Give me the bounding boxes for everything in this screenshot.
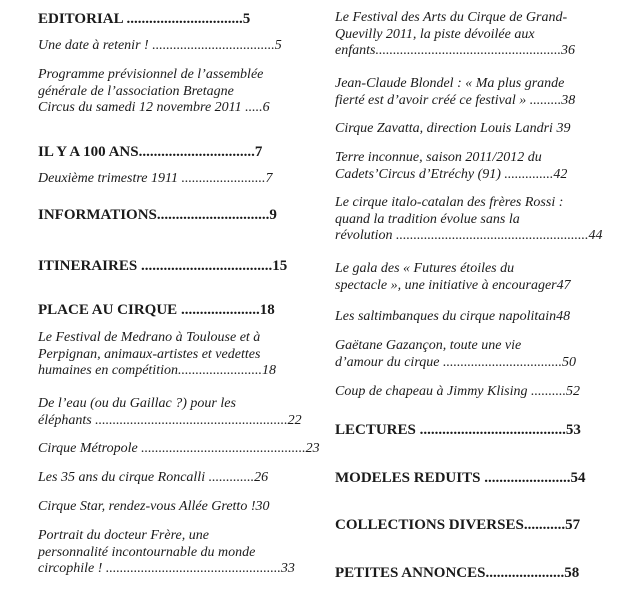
section-title: LECTURES	[335, 422, 420, 438]
entry-title-line: Le cirque italo-catalan des frères Rossi :	[335, 195, 564, 210]
section-title: COLLECTIONS DIVERSES	[335, 517, 524, 533]
entry-title-line: enfants	[335, 43, 376, 58]
toc-entry[interactable]	[38, 171, 314, 188]
leader-dots: ..............................	[156, 207, 270, 223]
page-number: 26	[254, 470, 269, 485]
toc-entry[interactable]	[38, 330, 314, 380]
entry-title-line: révolution	[335, 228, 397, 243]
leader-dots: ..............	[504, 166, 554, 182]
entry-title-line: spectacle », une initiative à encourager	[335, 277, 557, 293]
page-number: 5	[242, 11, 251, 27]
entry-title-line: Quevilly 2011, la piste dévoilée aux	[335, 26, 535, 42]
entry-title-line: personnalité incontournable du monde	[38, 544, 256, 560]
section-title: PETITES ANNONCES	[335, 565, 486, 581]
page-number: 15	[272, 258, 288, 274]
section-title: INFORMATIONS	[38, 207, 157, 223]
leader-dots: ........................	[181, 171, 266, 186]
toc-entry[interactable]	[38, 528, 314, 578]
toc-entry[interactable]	[38, 396, 314, 429]
toc-section-itineraires[interactable]	[38, 257, 314, 275]
page-number: 9	[269, 207, 277, 223]
page-number: 30	[255, 499, 270, 514]
entry-title-line: Programme prévisionnel de l’assemblée	[38, 67, 264, 82]
page-number: 18	[261, 363, 276, 378]
leader-dots: .....	[245, 100, 263, 115]
leader-dots: .......................................................	[396, 228, 589, 243]
leader-dots: ...........	[523, 517, 566, 533]
leader-dots: .............	[208, 470, 255, 485]
leader-dots: ...............................................	[141, 441, 306, 456]
toc-entry[interactable]	[38, 470, 314, 487]
entry-title-line: générale de l’association Bretagne	[38, 83, 234, 99]
section-title: MODELES REDUITS	[335, 470, 485, 486]
page-number: 38	[561, 92, 576, 108]
entry-title-line: humaines en compétition	[38, 363, 178, 378]
entry-title: Les 35 ans du cirque Roncalli	[38, 470, 209, 485]
section-title: EDITORIAL	[38, 11, 127, 27]
section-title: PLACE AU CIRQUE	[38, 302, 181, 318]
page-number: 42	[553, 166, 568, 182]
page-number: 18	[259, 302, 275, 318]
entry-title: Cirque Métropole	[38, 441, 142, 456]
toc-section-editorial[interactable]	[38, 10, 314, 28]
page-number: 58	[564, 565, 580, 581]
leader-dots: ...............................	[126, 11, 243, 27]
toc-entry[interactable]	[335, 76, 611, 109]
page-number: 50	[561, 354, 576, 370]
section-title: ITINERAIRES	[38, 258, 141, 274]
toc-entry[interactable]	[335, 338, 611, 371]
page-number: 7	[265, 171, 273, 186]
toc-section-informations[interactable]	[38, 206, 314, 224]
page-number: 23	[305, 441, 320, 456]
entry-title-line: Terre inconnue, saison 2011/2012 du	[335, 150, 542, 165]
entry-title-line: Jean-Claude Blondel : « Ma plus grande	[335, 76, 565, 91]
entry-title-line: De l’eau (ou du Gaillac ?) pour les	[38, 396, 236, 411]
toc-section-il-y-a-100-ans[interactable]	[38, 143, 314, 161]
section-title: IL Y A 100 ANS	[38, 144, 139, 160]
toc-entry[interactable]	[335, 121, 611, 138]
leader-dots: .........	[529, 92, 562, 108]
page-number: 7	[254, 144, 263, 160]
leader-dots: ..........	[530, 384, 566, 399]
entry-title-line: Le Festival des Arts du Cirque de Grand-	[335, 10, 568, 25]
leader-dots: ...................................	[140, 258, 273, 274]
entry-title-line: Perpignan, animaux-artistes et vedettes	[38, 346, 261, 362]
entry-title-line: éléphants	[38, 412, 96, 428]
entry-title: Les saltimbanques du cirque napolitain	[335, 309, 557, 324]
page-number: 36	[560, 43, 575, 58]
toc-entry[interactable]	[38, 67, 314, 117]
entry-title-line: fierté est d’avoir créé ce festival »	[335, 92, 530, 108]
entry-title: Cirque Zavatta, direction Louis Landri	[335, 121, 557, 136]
toc-entry[interactable]	[38, 441, 320, 458]
page-number: 57	[565, 517, 581, 533]
entry-title-line: Le Festival de Medrano à Toulouse et à	[38, 330, 261, 345]
toc-section-modeles-reduits[interactable]	[335, 469, 611, 487]
leader-dots: .......................................	[419, 422, 566, 438]
toc-entry[interactable]	[335, 309, 611, 326]
page-number: 47	[556, 277, 571, 293]
page-number: 6	[262, 100, 270, 115]
leader-dots: ..................................	[442, 354, 562, 370]
page-number: 54	[570, 470, 586, 486]
leader-dots: .......................	[484, 470, 571, 486]
page-number: 44	[588, 228, 603, 243]
entry-title-line: Gaëtane Gazançon, toute une vie	[335, 338, 522, 353]
leader-dots: ..................................................	[105, 561, 281, 576]
toc-section-petites-annonces[interactable]	[335, 564, 611, 582]
entry-title: Cirque Star, rendez-vous Allée Gretto !	[38, 499, 256, 514]
toc-entry[interactable]	[38, 38, 314, 55]
toc-entry[interactable]	[335, 261, 611, 294]
entry-title-line: Le gala des « Futures étoiles du	[335, 261, 515, 276]
toc-entry[interactable]	[335, 150, 611, 183]
toc-entry[interactable]	[335, 195, 611, 245]
page-number: 52	[565, 384, 580, 399]
entry-title-line: Circus du samedi 12 novembre 2011	[38, 100, 246, 115]
leader-dots: .....................................................	[375, 43, 561, 58]
leader-dots: ........................	[177, 363, 262, 378]
page-number: 5	[274, 38, 282, 53]
toc-section-place-au-cirque[interactable]	[38, 301, 314, 319]
toc-entry[interactable]	[335, 384, 611, 401]
leader-dots: ...............................	[138, 144, 255, 160]
entry-title-line: quand la tradition évolue sans la	[335, 211, 520, 227]
entry-title-line: circophile !	[38, 561, 106, 576]
leader-dots: .....................	[180, 302, 260, 318]
toc-section-lectures[interactable]	[335, 421, 611, 439]
entry-title: Coup de chapeau à Jimmy Klising	[335, 384, 531, 399]
leader-dots: .......................................................	[95, 412, 288, 428]
leader-dots: ...................................	[152, 38, 275, 53]
toc-section-collections-diverses[interactable]	[335, 516, 611, 534]
page-number: 39	[556, 121, 571, 136]
page-number: 22	[287, 412, 302, 428]
page-number: 33	[280, 561, 295, 576]
entry-title-line: Cadets’Circus d’Etréchy (91)	[335, 166, 505, 182]
entry-title-line: d’amour du cirque	[335, 354, 443, 370]
page-number: 53	[565, 422, 581, 438]
entry-title: Une date à retenir !	[38, 38, 153, 53]
entry-title-line: Portrait du docteur Frère, une	[38, 528, 209, 543]
toc-entry[interactable]	[38, 499, 314, 516]
page-number: 48	[556, 309, 571, 324]
toc-entry[interactable]	[335, 10, 611, 60]
leader-dots: .....................	[485, 565, 565, 581]
entry-title: Deuxième trimestre 1911	[38, 171, 182, 186]
